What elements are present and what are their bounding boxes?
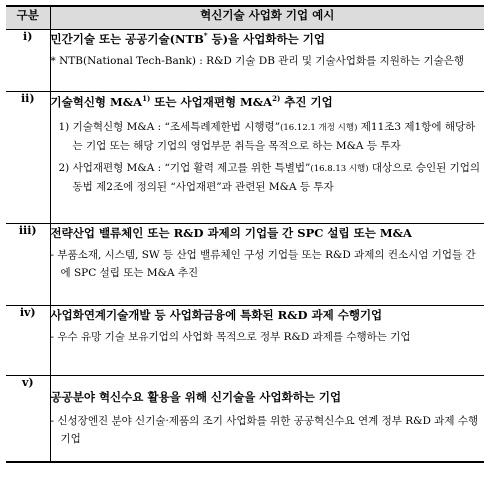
- row-content: [50, 224, 484, 306]
- row-title: 민간기술 또는 공공기술(NTB* 등)을 사업화하는 기업: [50, 31, 325, 46]
- footnote: * NTB(National Tech-Bank) : R&D 기술 DB 관리 및 기술사업화를 지원하는 기술은행: [50, 55, 465, 67]
- list-item: - 우수 유망 기술 보유기업의 사업화 목적으로 정부 R&D 과제를 수행하는 기업: [50, 331, 411, 343]
- header-category: 구분: [6, 6, 50, 30]
- row-number: iv): [6, 306, 50, 376]
- row-title: 사업화연계기술개발 등 사업화금융에 특화된 R&D 과제 수행기업: [50, 308, 383, 322]
- row-content: [50, 30, 484, 92]
- list-item: 1) 기술혁신형 M&A : “조세특례제한법 시행령”(16.12.1 개정 시행) 제11조3 제1항에 해당하는 기업 또는 해당 기업의 영업부문 취득을 목적으로 하는 M&A 등 투자: [58, 121, 476, 152]
- row-content: [50, 376, 484, 462]
- table-row: [6, 376, 484, 462]
- row-title: 전략산업 밸류체인 또는 R&D 과제의 기업들 간 SPC 설립 또는 M&A: [50, 226, 412, 240]
- table-row: [6, 92, 484, 224]
- table-row: [6, 306, 484, 376]
- row-number: ii): [6, 92, 50, 224]
- row-title: 공공분야 혁신수요 활용을 위해 신기술을 사업화하는 기업: [50, 390, 342, 404]
- innovation-commercialization-table: [6, 5, 484, 463]
- row-number: i): [6, 30, 50, 92]
- list-item: - 부품소재, 시스템, SW 등 산업 밸류체인 구성 기업들 또는 R&D 과제의 컨소시엄 기업들 간에 SPC 설립 또는 M&A 추진: [50, 249, 476, 279]
- row-number: iii): [6, 224, 50, 306]
- row-content: [50, 92, 484, 224]
- row-content: [50, 306, 484, 376]
- table-header-row: [6, 6, 484, 30]
- row-title: 기술혁신형 $M\&A^{1)}$ 또는 사업재편형 $M\&A^{2)}$ 추진 기업: [50, 94, 333, 109]
- header-examples: 혁신기술 사업화 기업 예시: [50, 6, 484, 30]
- list-item: - 신성장엔진 분야 신기술·제품의 조기 사업화를 위한 공공혁신수요 연계 정부 R&D 과제 수행기업: [50, 415, 479, 445]
- table-row: [6, 224, 484, 306]
- row-number: v): [6, 376, 50, 462]
- list-item: 2) 사업재편형 M&A : “기업 활력 제고를 위한 특별법”(16.8.13 시행) 대상으로 승인된 기업의 동법 제2조에 정의된 “사업재편”과 관련된 M&A 등 투자: [58, 162, 481, 193]
- table-row: [6, 30, 484, 92]
